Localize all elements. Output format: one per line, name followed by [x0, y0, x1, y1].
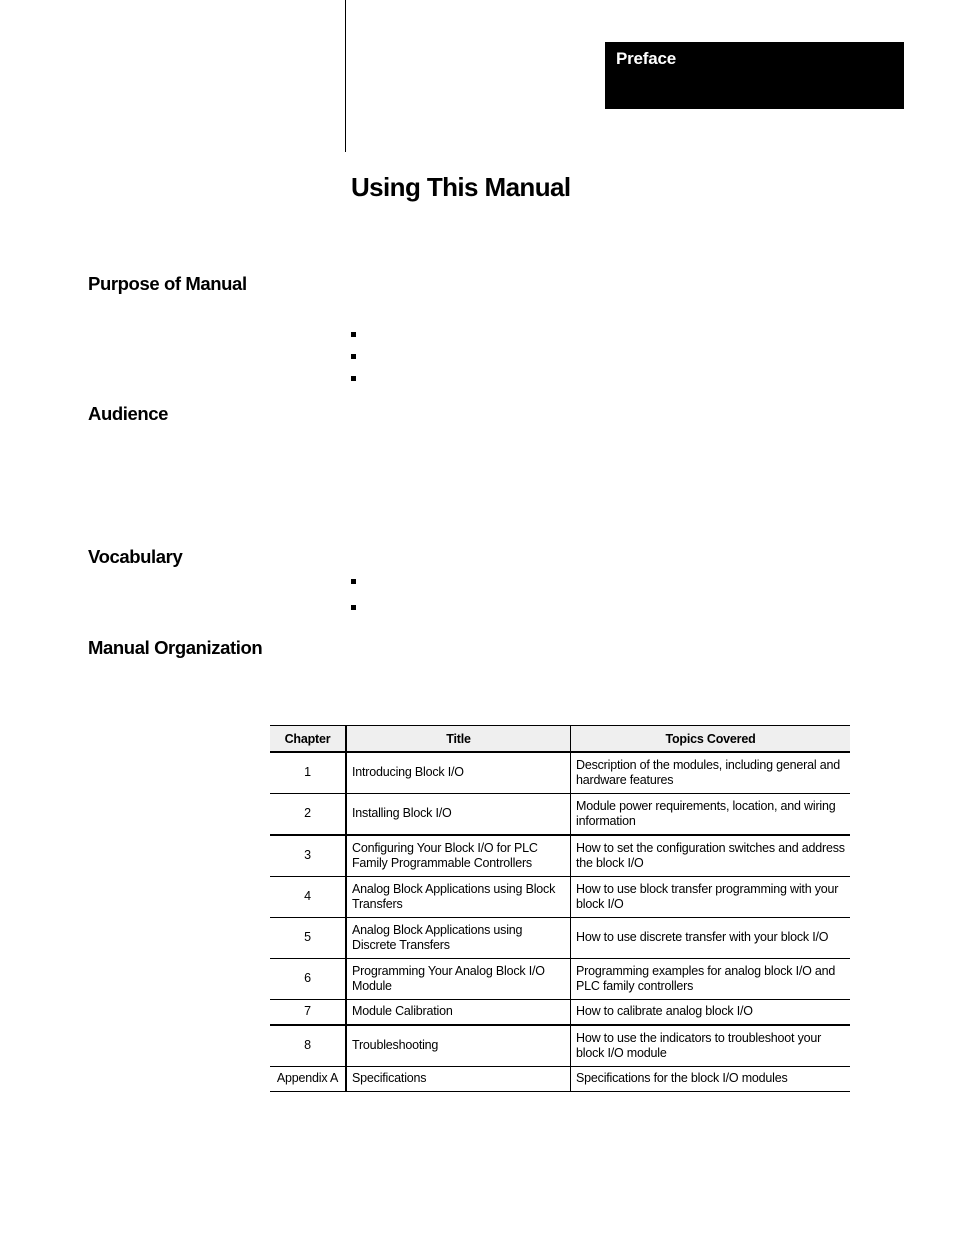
cell-topics: How to use block transfer programming with your block I/O [571, 877, 851, 918]
table-header-row [270, 726, 850, 753]
cell-title: Troubleshooting [346, 1025, 571, 1067]
purpose-bullet-1 [351, 332, 356, 337]
cell-title: Installing Block I/O [346, 794, 571, 836]
cell-title: Introducing Block I/O [346, 752, 571, 794]
heading-audience: Audience [88, 403, 169, 424]
cell-title: Analog Block Applications using Block Transfers [346, 877, 571, 918]
table-row [270, 1025, 850, 1067]
page-title: Using This Manual [351, 172, 571, 202]
heading-purpose: Purpose of Manual [88, 273, 247, 294]
table-row [270, 752, 850, 794]
table-row [270, 959, 850, 1000]
table-row [270, 877, 850, 918]
table-row [270, 1000, 850, 1026]
cell-topics: Description of the modules, including general and hardware features [571, 752, 851, 794]
cell-topics: How to calibrate analog block I/O [571, 1000, 851, 1026]
cell-chapter: 8 [270, 1025, 346, 1067]
cell-topics: Programming examples for analog block I/O and PLC family controllers [571, 959, 851, 1000]
heading-vocabulary: Vocabulary [88, 546, 183, 567]
cell-topics: How to set the configuration switches and address the block I/O [571, 835, 851, 877]
table-row [270, 835, 850, 877]
cell-title: Analog Block Applications using Discrete Transfers [346, 918, 571, 959]
heading-manual-organization: Manual Organization [88, 637, 263, 658]
manual-organization-table [270, 725, 850, 1092]
cell-chapter: 6 [270, 959, 346, 1000]
cell-title: Specifications [346, 1067, 571, 1092]
cell-title: Configuring Your Block I/O for PLC Family Programmable Controllers [346, 835, 571, 877]
table-row [270, 918, 850, 959]
header-topics-covered: Topics Covered [571, 726, 851, 753]
table-row [270, 1067, 850, 1092]
cell-title: Module Calibration [346, 1000, 571, 1026]
margin-rule [345, 0, 346, 152]
cell-topics: Specifications for the block I/O modules [571, 1067, 851, 1092]
cell-chapter: 3 [270, 835, 346, 877]
header-chapter: Chapter [270, 726, 346, 753]
cell-chapter: 2 [270, 794, 346, 836]
cell-topics: Module power requirements, location, and wiring information [571, 794, 851, 836]
vocabulary-bullet-1 [351, 579, 356, 584]
purpose-bullet-3 [351, 376, 356, 381]
cell-chapter: 1 [270, 752, 346, 794]
cell-chapter: 7 [270, 1000, 346, 1026]
preface-label: Preface [616, 49, 677, 68]
cell-title: Programming Your Analog Block I/O Module [346, 959, 571, 1000]
preface-tab [605, 42, 904, 109]
purpose-bullet-2 [351, 354, 356, 359]
cell-topics: How to use discrete transfer with your block I/O [571, 918, 851, 959]
cell-chapter: 5 [270, 918, 346, 959]
cell-chapter: 4 [270, 877, 346, 918]
cell-topics: How to use the indicators to troubleshoot your block I/O module [571, 1025, 851, 1067]
header-title: Title [346, 726, 571, 753]
table-row [270, 794, 850, 836]
vocabulary-bullet-2 [351, 605, 356, 610]
cell-chapter: Appendix A [270, 1067, 346, 1092]
